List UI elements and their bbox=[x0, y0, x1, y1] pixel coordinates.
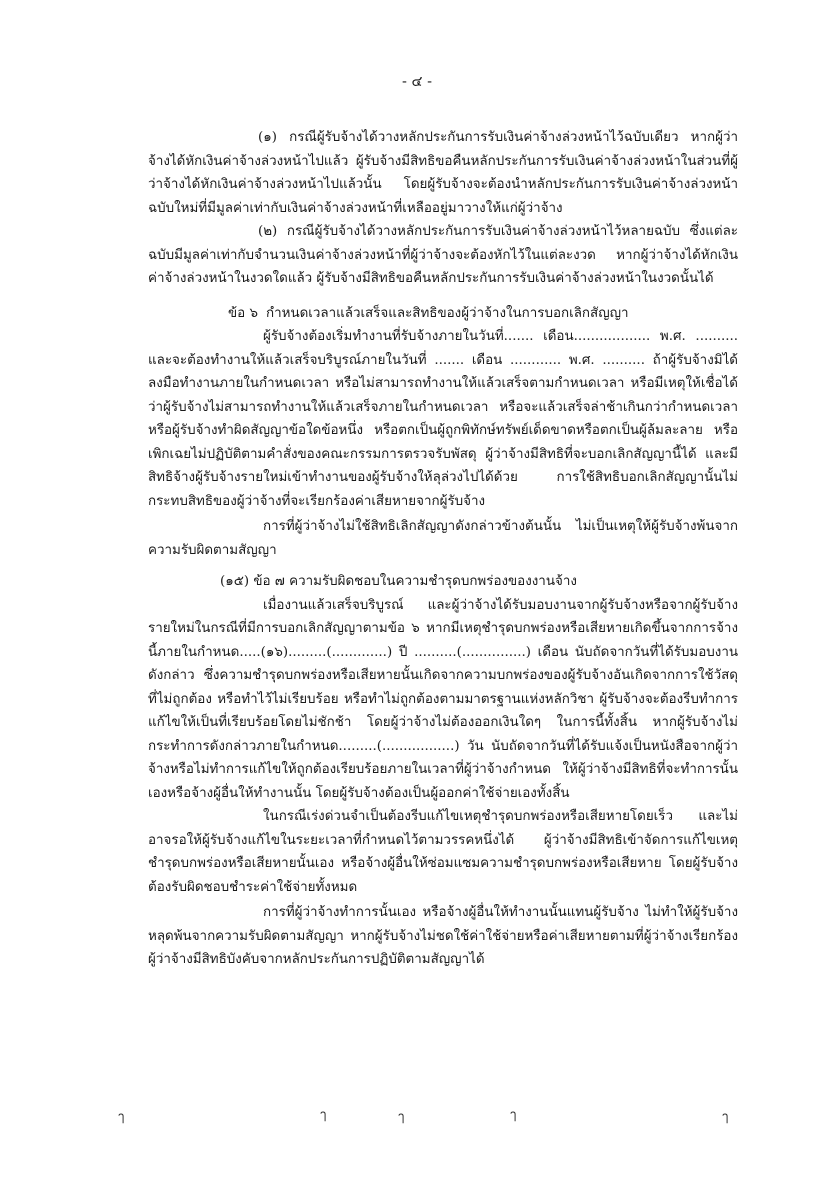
clause-7-heading: (๑๕) ข้อ ๗ ความรับผิดชอบในความชำรุดบกพร่องของงานจ้าง bbox=[220, 574, 577, 589]
document-body bbox=[148, 126, 738, 972]
initial-mark: ๅ bbox=[398, 1110, 405, 1125]
paragraph-work-schedule: ผู้รับจ้างต้องเริ่มทำงานที่รับจ้างภายในวันที่....... เดือน.................. พ.ศ. .......... และจะต้องทำงานให้แล้วเสร็จบริบูรณ์ภายในวันที่ ....... เดือน ............ พ.ศ. .......... ถ้าผู้รับจ้างมิได้ลงมือทำงานภายในกำหนดเวลา หรือไม่สามารถทำงานให้แล้วเสร็จตามกำหนดเวลา หรือมีเหตุให้เชื่อได้ว่าผู้รับจ้างไม่สามารถทำงานให้แล้วเสร็จภายในกำหนดเวลา หรือจะแล้วเสร็จล่าช้าเกินกว่ากำหนดเวลา หรือผู้รับจ้างทำผิดสัญญาข้อใดข้อหนึ่ง หรือตกเป็นผู้ถูกพิทักษ์ทรัพย์เด็ดขาดหรือตกเป็นผู้ล้มละลาย หรือเพิกเฉยไม่ปฏิบัติตามคำสั่งของคณะกรรมการตรวจรับพัสดุ ผู้ว่าจ้างมีสิทธิที่จะบอกเลิกสัญญานี้ได้ และมีสิทธิจ้างผู้รับจ้างรายใหม่เข้าทำงานของผู้รับจ้างให้ลุล่วงไปได้ด้วย การใช้สิทธิบอกเลิกสัญญานั้นไม่กระทบสิทธิของผู้ว่าจ้างที่จะเรียกร้องค่าเสียหายจากผู้รับจ้าง bbox=[148, 329, 738, 509]
clause-6-number: ข้อ ๖ bbox=[228, 305, 258, 321]
paragraph-contractor-liability: การที่ผู้ว่าจ้างทำการนั้นเอง หรือจ้างผู้อื่นให้ทำงานนั้นแทนผู้รับจ้าง ไม่ทำให้ผู้รับจ้างหลุดพ้นจากความรับผิดตามสัญญา หากผู้รับจ้างไม่ชดใช้ค่าใช้จ่ายหรือค่าเสียหายตามที่ผู้ว่าจ้างเรียกร้อง ผู้ว่าจ้างมีสิทธิบังคับจากหลักประกันการปฏิบัติตามสัญญาได้ bbox=[148, 905, 738, 967]
page-number: - ๔ - bbox=[402, 74, 432, 90]
initial-mark: ๅ bbox=[320, 1108, 327, 1123]
clause-6-heading bbox=[148, 302, 738, 326]
initial-mark: ๅ bbox=[722, 1110, 729, 1125]
paragraph-urgent-repair: ในกรณีเร่งด่วนจำเป็นต้องรีบแก้ไขเหตุชำรุดบกพร่องหรือเสียหายโดยเร็ว และไม่อาจรอให้ผู้รับจ้างแก้ไขในระยะเวลาที่กำหนดไว้ตามวรรคหนึ่งได้ ผู้ว่าจ้างมีสิทธิเข้าจัดการแก้ไขเหตุชำรุดบกพร่องหรือเสียหายนั้นเอง หรือจ้างผู้อื่นให้ซ่อมแซมความชำรุดบกพร่องหรือเสียหาย โดยผู้รับจ้างต้องรับผิดชอบชำระค่าใช้จ่ายทั้งหมด bbox=[148, 809, 738, 895]
paragraph-advance-guarantee-multiple: (๒) กรณีผู้รับจ้างได้วางหลักประกันการรับเงินค่าจ้างล่วงหน้าไว้หลายฉบับ ซึ่งแต่ละฉบับมีมูลค่าเท่ากับจำนวนเงินค่าจ้างล่วงหน้าที่ผู้ว่าจ้างจะต้องหักไว้ในแต่ละงวด หากผู้ว่าจ้างได้หักเงินค่าจ้างล่วงหน้าในงวดใดแล้ว ผู้รับจ้างมีสิทธิขอคืนหลักประกันการรับเงินค่าจ้างล่วงหน้าในงวดนั้นได้ bbox=[148, 224, 738, 286]
clause-6-title: กำหนดเวลาแล้วเสร็จและสิทธิของผู้ว่าจ้างในการบอกเลิกสัญญา bbox=[266, 305, 629, 321]
initial-mark: ๅ bbox=[118, 1110, 125, 1125]
initial-mark: ๅ bbox=[510, 1108, 517, 1123]
paragraph-defect-liability: เมื่องานแล้วเสร็จบริบูรณ์ และผู้ว่าจ้างได้รับมอบงานจากผู้รับจ้างหรือจากผู้รับจ้างรายใหม่ในกรณีที่มีการบอกเลิกสัญญาตามข้อ ๖ หากมีเหตุชำรุดบกพร่องหรือเสียหายเกิดขึ้นจากการจ้างนี้ภายในกำหนด.....(๑๖).........(.............) ปี ..........(...............) เดือน นับถัดจากวันที่ได้รับมอบงานดังกล่าว ซึ่งความชำรุดบกพร่องหรือเสียหายนั้นเกิดจากความบกพร่องของผู้รับจ้างอันเกิดจากการใช้วัสดุที่ไม่ถูกต้อง หรือทำไว้ไม่เรียบร้อย หรือทำไม่ถูกต้องตามมาตรฐานแห่งหลักวิชา ผู้รับจ้างจะต้องรีบทำการแก้ไขให้เป็นที่เรียบร้อยโดยไม่ชักช้า โดยผู้ว่าจ้างไม่ต้องออกเงินใดๆ ในการนี้ทั้งสิ้น หากผู้รับจ้างไม่กระทำการดังกล่าวภายในกำหนด.........(.................) วัน นับถัดจากวันที่ได้รับแจ้งเป็นหนังสือจากผู้ว่าจ้างหรือไม่ทำการแก้ไขให้ถูกต้องเรียบร้อยภายในเวลาที่ผู้ว่าจ้างกำหนด ให้ผู้ว่าจ้างมีสิทธิที่จะทำการนั้นเองหรือจ้างผู้อื่นให้ทำงานนั้น โดยผู้รับจ้างต้องเป็นผู้ออกค่าใช้จ่ายเองทั้งสิ้น bbox=[148, 597, 738, 801]
paragraph-advance-guarantee-single: (๑) กรณีผู้รับจ้างได้วางหลักประกันการรับเงินค่าจ้างล่วงหน้าไว้ฉบับเดียว หากผู้ว่าจ้างได้หักเงินค่าจ้างล่วงหน้าไปแล้ว ผู้รับจ้างมีสิทธิขอคืนหลักประกันการรับเงินค่าจ้างล่วงหน้าในส่วนที่ผู้ว่าจ้างได้หักเงินค่าจ้างล่วงหน้าไปแล้วนั้น โดยผู้รับจ้างจะต้องนำหลักประกันการรับเงินค่าจ้างล่วงหน้าฉบับใหม่ที่มีมูลค่าเท่ากับเงินค่าจ้างล่วงหน้าที่เหลืออยู่มาวางให้แก่ผู้ว่าจ้าง bbox=[148, 130, 738, 216]
footer-initials bbox=[0, 1098, 834, 1128]
paragraph-no-waiver: การที่ผู้ว่าจ้างไม่ใช้สิทธิเลิกสัญญาดังกล่าวข้างต้นนั้น ไม่เป็นเหตุให้ผู้รับจ้างพ้นจากความรับผิดตามสัญญา bbox=[148, 519, 738, 558]
